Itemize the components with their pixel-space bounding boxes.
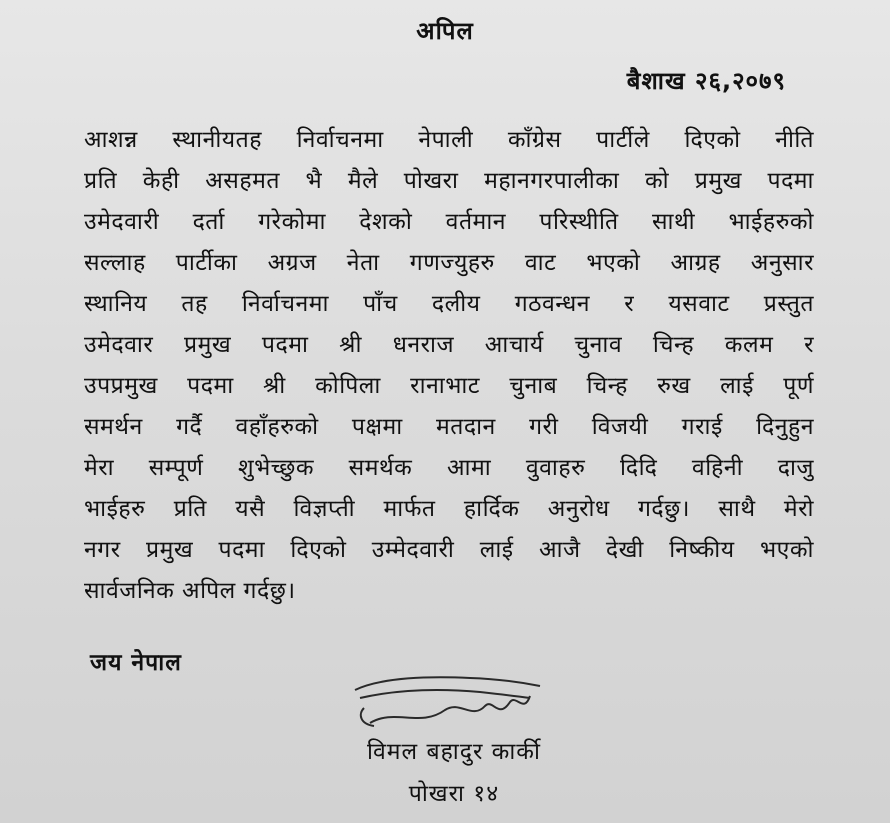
body-line: नगर प्रमुख पदमा दिएको उम्मेदवारी लाई आजै देखी निष्कीय भएको <box>84 537 814 563</box>
closing-salutation: जय नेपाल <box>90 650 182 676</box>
document-title: अपिल <box>416 17 474 45</box>
body-line: सल्लाह पार्टीका अग्रज नेता गणज्युहरु वाट भएको आग्रह अनुसार <box>84 250 814 276</box>
signatory-name: विमल बहादुर कार्की <box>367 739 541 765</box>
appeal-body <box>84 120 814 612</box>
body-line: स्थानिय तह निर्वाचनमा पाँच दलीय गठवन्धन र यसवाट प्रस्तुत <box>84 291 814 317</box>
body-line: उपप्रमुख पदमा श्री कोपिला रानाभाट चुनाब चिन्ह रुख लाई पूर्ण <box>84 373 814 399</box>
body-line: भाईहरु प्रति यसै विज्ञप्ती मार्फत हार्दिक अनुरोध गर्दछु। साथै मेरो <box>84 496 814 522</box>
body-line: आशन्न स्थानीयतह निर्वाचनमा नेपाली काँग्रेस पार्टीले दिएको नीति <box>84 127 814 153</box>
handwritten-signature <box>340 668 560 738</box>
body-line: मेरा सम्पूर्ण शुभेच्छुक समर्थक आमा वुवाहरु दिदि वहिनी दाजु <box>84 455 814 481</box>
body-line: प्रति केही असहमत भै मैले पोखरा महानगरपालीका को प्रमुख पदमा <box>84 168 814 194</box>
body-line: समर्थन गर्दै वहाँहरुको पक्षमा मतदान गरी विजयी गराई दिनुहुन <box>84 414 814 440</box>
body-line: उमेदवारी दर्ता गरेकोमा देशको वर्तमान परिस्थीति साथी भाईहरुको <box>84 209 814 235</box>
body-line: सार्वजनिक अपिल गर्दछु। <box>84 578 296 604</box>
signatory-place: पोखरा १४ <box>408 781 500 807</box>
document-date: बैशाख २६,२०७९ <box>626 67 786 95</box>
body-line: उमेदवार प्रमुख पदमा श्री धनराज आचार्य चुनाव चिन्ह कलम र <box>84 332 814 358</box>
